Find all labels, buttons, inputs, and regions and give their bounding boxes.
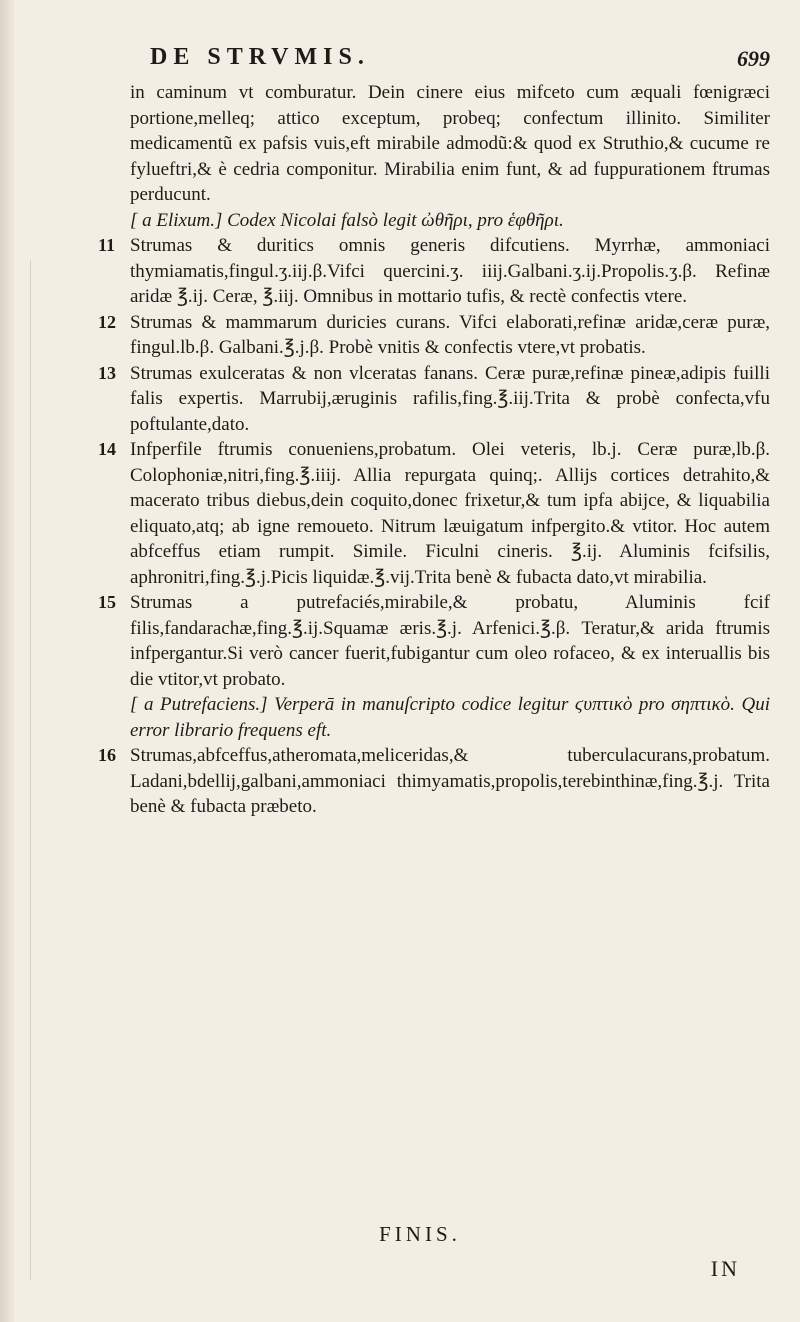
entry-text: Strumas exulceratas & non vlceratas fanans. Ceræ puræ,refinæ pineæ,adipis fuilli falis expertis. Marrubij,æruginis rafilis,fing.℥.iij.Trita & probè confecta,vfu poftulante,dato. [130,362,770,435]
entry-number: 15 [98,592,116,612]
entry-text: Strumas & duritics omnis generis difcutiens. Myrrhæ, ammoniaci thymiamatis,fingul.ʒ.iij.β.Vifci quercini.ʒ. iiij.Galbani.ʒ.ij.Propolis.ʒ.β. Refinæ aridæ ℥.ij. Ceræ, ℥.iij. Omnibus in mottario tufis, & rectè confectis vtere. [130,235,770,307]
entry-text: Strumas,abfceffus,atheromata,meliceridas,& tuberculacurans,probatum. Ladani,bdellij,galbani,ammoniaci thimyamatis,propolis,terebinthinæ,fing.℥.j. Trita benè & fubacta præbeto. [130,745,770,817]
recipe-entry [98,437,770,590]
page-number: 699 [737,46,770,71]
recipe-entry [98,233,770,310]
recipe-entry [98,361,770,438]
recipe-entry [130,80,770,208]
entry-number: 14 [98,439,116,459]
editorial-note [130,692,770,743]
page-gutter [0,0,14,1322]
recipe-entry [98,310,770,361]
entry-text: Strumas & mammarum duricies curans. Vifci elaborati,refinæ aridæ,ceræ puræ, fingul.lb.β. Galbani.℥.j.β. Probè vnitis & confectis vtere,vt probatis. [130,311,770,358]
entry-text: in caminum vt comburatur. Dein cinere eius mifceto cum æquali fœnigræci portione,melleq; attico exceptum, probeq; confectum illinito. Similiter medicamentũ ex pafsis vuis,eft mirabile admodũ:& quod ex Struthio,& cucume re fylueftri,& è cedria componitur. Mirabilia enim funt, & ad fuppurationem ftrumas perducunt. [130,82,770,205]
note-text: [ a Putrefaciens.] Verperā in manuſcripto codice legitur ϛυπτικὸ pro σηπτικὸ. Qui error librario frequens eft. [130,694,770,741]
catchword: IN [710,1256,740,1281]
finis: FINIS. [379,1222,461,1246]
note-text: [ a Elixum.] Codex Nicolai falsò legit ὠθῆρι, pro ἑφθῆρι. [130,209,564,231]
entry-number: 13 [98,362,116,383]
entry-text: Strumas a putrefaciés,mirabile,& probatu, Aluminis fcif filis,fandarachæ,fing.℥.ij.Squamæ æris.℥.j. Arfenici.℥.β. Teratur,& arida ftrumis infpergantur.Si verò cancer fuerit,fubigantur cum oleo rofaceo, & ex interuallis bis die vtitor,vt probato. [130,592,770,690]
editorial-note [130,208,770,234]
page-header [150,44,770,76]
recipe-entry [98,590,770,692]
text-body [98,80,770,820]
entry-number: 16 [98,745,116,765]
entry-text: Infperfile ftrumis conueniens,probatum. Olei veteris, lb.j. Ceræ puræ,lb.β. Colophoniæ,nitri,fing.℥.iiij. Allia repurgata quinq;. Allijs cortices detrahito,& macerato tribus diebus,dein coquito,donec frixetur,& tum ipfa abijce, & liquabilia eliquato,atq; ab igne remoueto. Nitrum læuigatum infpergito.& vtitor. Hoc autem abfceffus etiam rumpit. Simile. Ficulni cineris. ℥.ij. Aluminis fcifsilis, aphronitri,fing.℥.j.Picis liquidæ.℥.vij.Trita benè & fubacta dato,vt mirabilia. [130,439,770,588]
entry-number: 12 [98,311,116,332]
running-head: DE STRVMIS. [150,44,370,70]
recipe-entry [98,743,770,820]
entry-number: 11 [98,235,116,255]
margin-rule [30,260,31,1280]
